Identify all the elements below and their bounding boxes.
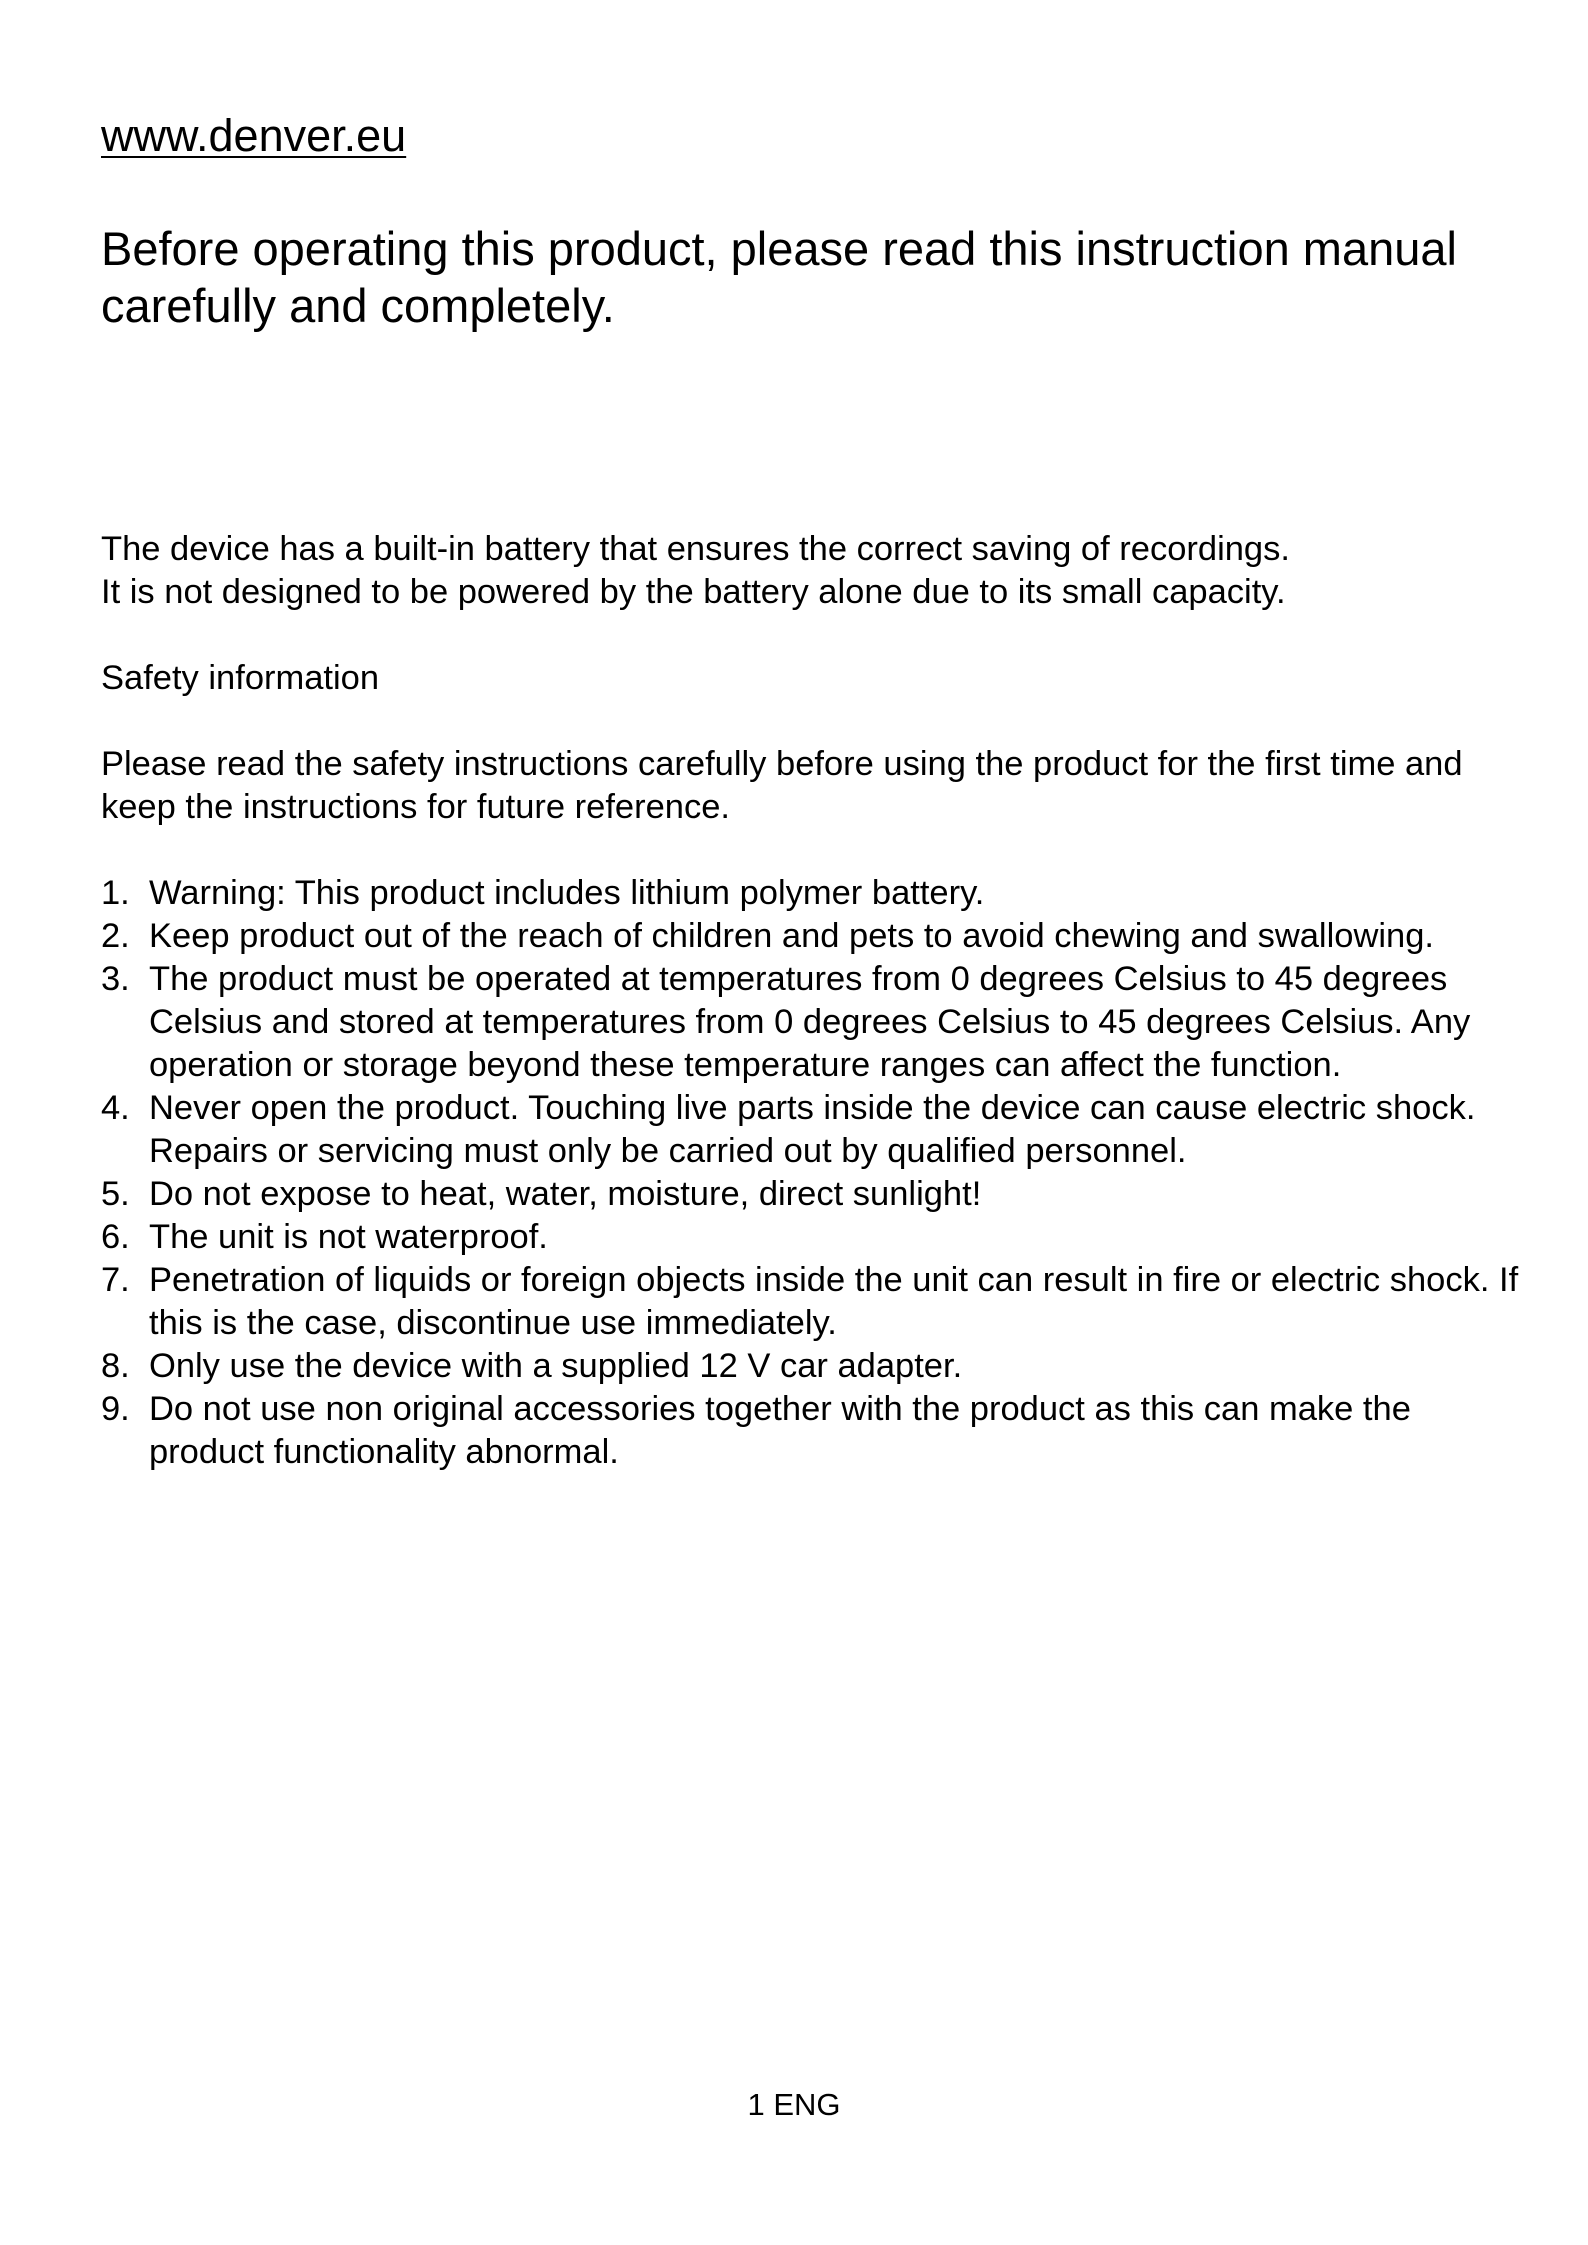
- safety-intro: Please read the safety instructions carefully before using the product for the first time and keep the instructions for future reference.: [101, 745, 1463, 826]
- safety-item: [101, 1259, 1521, 1345]
- safety-item: [101, 915, 1521, 958]
- battery-note: [101, 528, 1521, 614]
- item-number: 6.: [101, 1218, 130, 1256]
- safety-item: [101, 958, 1521, 1087]
- safety-item: [101, 872, 1521, 915]
- battery-note-line: The device has a built-in battery that ensures the correct saving of recordings.: [101, 530, 1290, 568]
- item-text: The unit is not waterproof.: [149, 1218, 548, 1256]
- website-link[interactable]: www.denver.eu: [101, 110, 407, 161]
- item-text: The product must be operated at temperatures from 0 degrees Celsius to 45 degrees Celsius and stored at temperatures from 0 degrees Celsius to 45 degrees Celsius. Any operation or storage beyond these temperature ranges can affect the function.: [149, 960, 1471, 1084]
- item-number: 3.: [101, 960, 130, 998]
- battery-note-line: It is not designed to be powered by the battery alone due to its small capacity.: [101, 573, 1286, 611]
- safety-item: [101, 1345, 1521, 1388]
- safety-list: [101, 872, 1521, 1474]
- safety-heading: Safety information: [101, 659, 380, 697]
- item-text: Only use the device with a supplied 12 V car adapter.: [149, 1347, 963, 1385]
- item-text: Never open the product. Touching live parts inside the device can cause electric shock. Repairs or servicing must only be carried out by qualified personnel.: [149, 1089, 1476, 1170]
- item-text: Penetration of liquids or foreign objects inside the unit can result in fire or electric shock. If this is the case, discontinue use immediately.: [149, 1261, 1519, 1342]
- item-text: Warning: This product includes lithium polymer battery.: [149, 874, 985, 912]
- item-text: Keep product out of the reach of children and pets to avoid chewing and swallowing.: [149, 917, 1434, 955]
- item-number: 7.: [101, 1261, 130, 1299]
- safety-item: [101, 1216, 1521, 1259]
- item-text: Do not expose to heat, water, moisture, direct sunlight!: [149, 1175, 982, 1213]
- safety-item: [101, 1388, 1521, 1474]
- item-number: 5.: [101, 1175, 130, 1213]
- item-number: 1.: [101, 874, 130, 912]
- item-number: 9.: [101, 1390, 130, 1428]
- item-number: 8.: [101, 1347, 130, 1385]
- item-text: Do not use non original accessories together with the product as this can make the product functionality abnormal.: [149, 1390, 1411, 1471]
- item-number: 4.: [101, 1089, 130, 1127]
- safety-item: [101, 1087, 1521, 1173]
- intro-heading: Before operating this product, please read this instruction manual carefully and completely.: [101, 222, 1457, 332]
- page-number: 1 ENG: [747, 2087, 841, 2122]
- safety-item: [101, 1173, 1521, 1216]
- item-number: 2.: [101, 917, 130, 955]
